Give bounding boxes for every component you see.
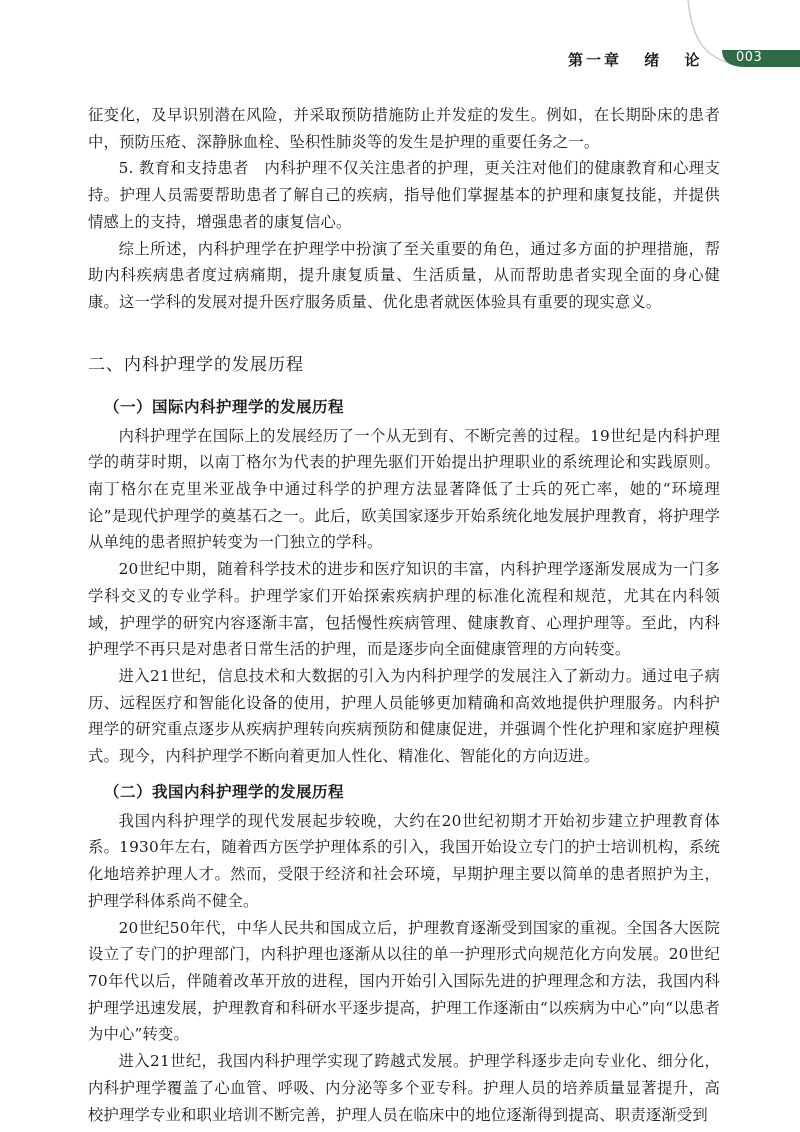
page-number: 003: [736, 50, 763, 65]
paragraph: 20世纪中期，随着科学技术的进步和医疗知识的丰富，内科护理学逐渐发展成为一门多学科交叉的专业学科。护理学家们开始探索疾病护理的标准化流程和规范，尤其在内科领域，护理学的研究内容逐渐丰富，包括慢性疾病管理、健康教育、心理护理等。至此，内科护理学不再只是对患者日常生活的护理，而是逐步向全面健康管理的方向转变。: [88, 560, 720, 659]
paragraph: 进入21世纪，信息技术和大数据的引入为内科护理学的发展注入了新动力。通过电子病历、远程医疗和智能化设备的使用，护理人员能够更加精确和高效地提供护理服务。内科护理学的研究重点逐步从疾病护理转向疾病预防和健康促进，并强调个性化护理和家庭护理模式。现今，内科护理学不断向着更加人性化、精准化、智能化的方向迈进。: [88, 666, 720, 766]
paragraph: 我国内科护理学的现代发展起步较晚，大约在20世纪初期才开始初步建立护理教育体系。1930年左右，随着西方医学护理体系的引入，我国开始设立专门的护士培训机构，系统化地培养护理人才。然而，受限于经济和社会环境，早期护理主要以简单的患者照护为主，护理学科体系尚不健全。: [88, 811, 720, 910]
paragraph: 5. 教育和支持患者 内科护理不仅关注患者的护理，更关注对他们的健康教育和心理支持。护理人员需要帮助患者了解自己的疾病，指导他们掌握基本的护理和康复技能，并提供情感上的支持，增强患者的康复信心。: [88, 159, 720, 231]
paragraph: 20世纪50年代，中华人民共和国成立后，护理教育逐渐受到国家的重视。全国各大医院设立了专门的护理部门，内科护理也逐渐从以往的单一护理形式向规范化方向发展。20世纪70年代以后，伴随着改革开放的进程，国内开始引入国际先进的护理理念和方法，我国内科护理学迅速发展，护理教育和科研水平逐步提高，护理工作逐渐由“以疾病为中心”向“以患者为中心”转变。: [88, 918, 720, 1044]
chapter-title: 第一章 绪 论: [568, 51, 703, 69]
subsection-heading: （一）国际内科护理学的发展历程: [104, 397, 345, 416]
subsection-heading: （二）我国内科护理学的发展历程: [104, 782, 345, 801]
page-body: [88, 102, 720, 1128]
paragraph: 进入21世纪，我国内科护理学实现了跨越式发展。护理学科逐步走向专业化、细分化，内科护理学覆盖了心血管、呼吸、内分泌等多个亚专科。护理人员的培养质量显著提升，高校护理学专业和职业培训不断完善，护理人员在临床中的地位逐渐得到提高、职责逐渐受到: [88, 1052, 720, 1124]
paragraph: 综上所述，内科护理学在护理学中扮演了至关重要的角色，通过多方面的护理措施，帮助内科疾病患者度过病痛期，提升康复质量、生活质量，从而帮助患者实现全面的身心健康。这一学科的发展对提升医疗服务质量、优化患者就医体验具有重要的现实意义。: [88, 239, 720, 311]
section-heading: 二、内科护理学的发展历程: [88, 354, 304, 375]
paragraph: 内科护理学在国际上的发展经历了一个从无到有、不断完善的过程。19世纪是内科护理学的萌芽时期，以南丁格尔为代表的护理先驱们开始提出护理职业的系统理论和实践原则。南丁格尔在克里米亚战争中通过科学的护理方法显著降低了士兵的死亡率，她的“环境理论”是现代护理学的奠基石之一。此后，欧美国家逐步开始系统化地发展护理教育，将护理学从单纯的患者照护转变为一门独立的学科。: [88, 426, 720, 552]
paragraph: 征变化，及早识别潜在风险，并采取预防措施防止并发症的发生。例如，在长期卧床的患者中，预防压疮、深静脉血栓、坠积性肺炎等的发生是护理的重要任务之一。: [88, 106, 720, 151]
